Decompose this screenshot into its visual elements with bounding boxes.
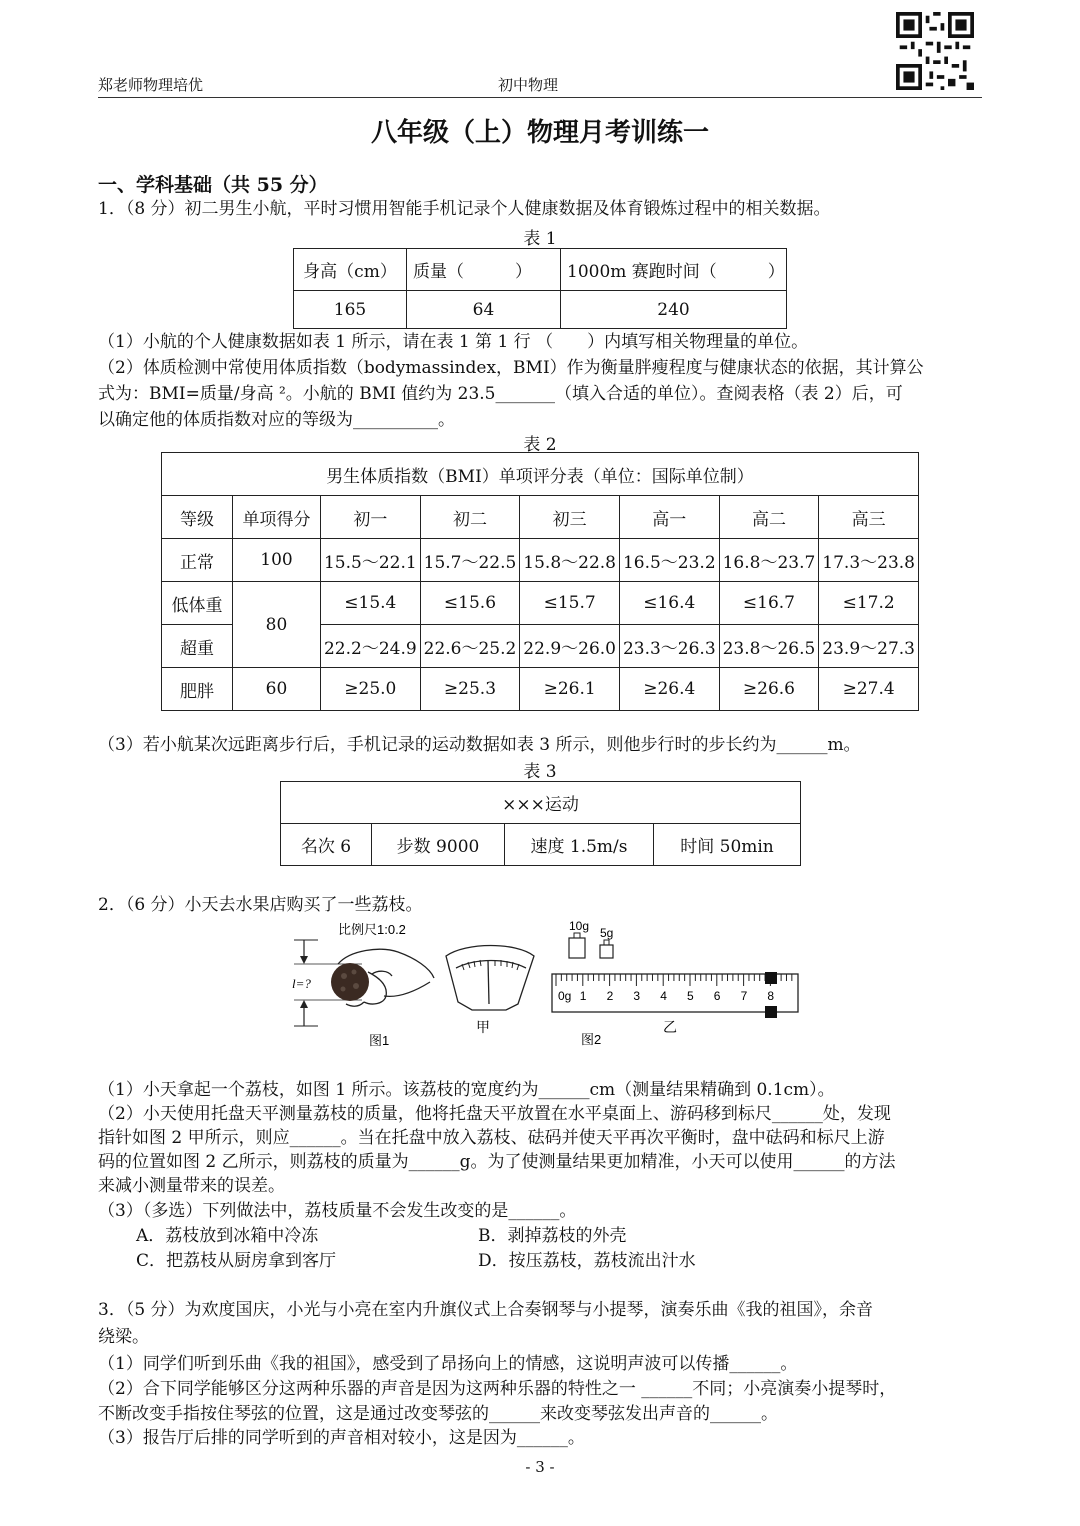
table2-cell: 22.9～26.0 (520, 625, 620, 668)
fig-yi-label: 乙 (663, 1020, 677, 1036)
table2-level: 肥胖 (162, 668, 233, 711)
table2-cell: ≥26.4 (619, 668, 719, 711)
table2-cell: ≤16.4 (619, 582, 719, 625)
fig1-caption: 图1 (369, 1033, 390, 1048)
table2-header: 初三 (520, 496, 620, 539)
table1 (293, 248, 787, 329)
table2-level: 正常 (162, 539, 233, 582)
table3-title: ×××运动 (281, 782, 801, 824)
table2-cell: 15.5～22.1 (321, 539, 421, 582)
q2-part1: （1）小天拿起一个荔枝，如图 1 所示。该荔枝的宽度约为______cm（测量结果精确到 0.1cm）。 (98, 1080, 835, 1100)
table2-cell: ≤17.2 (819, 582, 919, 625)
fig-jia-label: 甲 (476, 1020, 490, 1036)
table2-cell: 23.3～26.3 (619, 625, 719, 668)
section-heading: 一、学科基础（共 55 分） (98, 174, 328, 196)
table2-level: 低体重 (162, 582, 233, 625)
table2-cell: 17.3～23.8 (819, 539, 919, 582)
q2-part2-line4: 来减小测量带来的误差。 (98, 1176, 285, 1196)
table2-title: 男生体质指数（BMI）单项评分表（单位：国际单位制） (162, 453, 919, 496)
table3-cell: 步数 9000 (372, 824, 505, 866)
rider-bottom-icon (765, 1006, 777, 1018)
ruler-tick-label: 1 (579, 989, 587, 1003)
table3-cell: 时间 50min (654, 824, 801, 866)
table2-cell: ≥27.4 (819, 668, 919, 711)
q1-part3: （3）若小航某次远距离步行后，手机记录的运动数据如表 3 所示，则他步行时的步长约为______m。 (98, 735, 861, 755)
table2-header: 初一 (321, 496, 421, 539)
q1-stem: 1．（8 分）初二男生小航，平时习惯用智能手机记录个人健康数据及体育锻炼过程中的相关数据。 (98, 199, 831, 219)
table2-cell: 22.6～25.2 (420, 625, 520, 668)
table2 (161, 452, 919, 711)
table2-score: 60 (233, 668, 321, 711)
q1-part2-line2: 式为：BMI=质量/身高 ²。小航的 BMI 值约为 23.5_______（填入合适的单位）。查阅表格（表 2）后，可 (98, 384, 903, 404)
q2-part2-line3: 码的位置如图 2 乙所示，则荔枝的质量为______g。为了使测量结果更加精准，小天可以使用______的方法 (98, 1152, 896, 1172)
page-number: - 3 - (525, 1458, 555, 1476)
table2-header: 单项得分 (233, 496, 321, 539)
q3-part3: （3）报告厅后排的同学听到的声音相对较小，这是因为______。 (98, 1428, 585, 1448)
table1-cell: 165 (294, 291, 407, 329)
fig-scale-label: 比例尺1:0.2 (338, 922, 406, 937)
table2-cell: ≤15.7 (520, 582, 620, 625)
balance-pointer-dial-icon (446, 946, 534, 1011)
table2-header: 初二 (420, 496, 520, 539)
option-b: B．剥掉荔枝的外壳 (478, 1226, 627, 1246)
table3-caption: 表 3 (523, 762, 557, 782)
ruler-tick-label: 6 (713, 989, 721, 1003)
option-a: A．荔枝放到冰箱中冷冻 (136, 1226, 319, 1246)
option-d: D．按压荔枝，荔枝流出汁水 (478, 1251, 696, 1271)
table2-header: 高三 (819, 496, 919, 539)
q2-part2-line1: （2）小天使用托盘天平测量荔枝的质量，他将托盘天平放置在水平桌面上、游码移到标尺______处，发现 (98, 1104, 891, 1124)
table2-header: 高一 (619, 496, 719, 539)
q1-part2-line3: 以确定他的体质指数对应的等级为__________。 (98, 410, 455, 430)
rider-top-icon (765, 972, 777, 984)
q2-part2-line2: 指针如图 2 甲所示，则应______。当在托盘中放入荔枝、砝码并使天平再次平衡时，盘中砝码和标尺上游 (98, 1128, 885, 1148)
table2-cell: 15.7～22.5 (420, 539, 520, 582)
q3-stem-line1: 3．（5 分）为欢度国庆，小光与小亮在室内升旗仪式上合奏钢琴与小提琴，演奏乐曲《我的祖国》，余音 (98, 1300, 874, 1320)
weight-5g-icon (600, 940, 613, 958)
fig2-caption: 图2 (581, 1032, 602, 1047)
q3-stem-line2: 绕梁。 (98, 1327, 149, 1347)
header-left: 郑老师物理培优 (98, 76, 204, 94)
table2-header: 等级 (162, 496, 233, 539)
table2-cell: ≤15.6 (420, 582, 520, 625)
ruler-tick-label: 0g (558, 989, 572, 1003)
q1-part1: （1）小航的个人健康数据如表 1 所示，请在表 1 第 1 行 （ ）内填写相关物理量的单位。 (98, 332, 809, 352)
table2-header: 高二 (719, 496, 819, 539)
table2-cell: 15.8～22.8 (520, 539, 620, 582)
header-divider (98, 97, 982, 98)
table2-cell: 22.2～24.9 (321, 625, 421, 668)
table3-cell: 名次 6 (281, 824, 372, 866)
weight-5g-label: 5g (600, 926, 614, 940)
table1-header: 质量（ ） (407, 249, 561, 291)
table2-score: 100 (233, 539, 321, 582)
option-c: C．把荔枝从厨房拿到客厅 (136, 1251, 337, 1271)
table1-caption: 表 1 (523, 229, 557, 249)
lychee-figure (280, 912, 810, 1052)
table2-cell: ≥25.3 (420, 668, 520, 711)
q3-part1: （1）同学们听到乐曲《我的祖国》，感受到了昂扬向上的情感，这说明声波可以传播______。 (98, 1354, 798, 1374)
q3-part2-line2: 不断改变手指按住琴弦的位置，这是通过改变琴弦的______来改变琴弦发出声音的______。 (98, 1404, 778, 1424)
ruler-tick-label: 4 (660, 989, 667, 1003)
lychee-icon (331, 963, 369, 1001)
q1-part2-line1: （2）体质检测中常使用体质指数（bodymassindex，BMI）作为衡量胖瘦程度与健康状态的依据，其计算公 (98, 358, 924, 378)
ruler-tick-label: 7 (740, 989, 748, 1003)
q3-part2-line1: （2）合下同学能够区分这两种乐器的声音是因为这两种乐器的特性之一 ______不同；小亮演奏小提琴时， (98, 1379, 897, 1399)
q2-part3: （3）（多选）下列做法中，荔枝质量不会发生改变的是______。 (98, 1201, 577, 1221)
table2-cell: 16.5～23.2 (619, 539, 719, 582)
ruler-tick-label: 3 (633, 989, 641, 1003)
table1-header: 身高（cm） (294, 249, 407, 291)
table2-cell: ≥25.0 (321, 668, 421, 711)
table2-caption: 表 2 (523, 435, 557, 455)
dial-ticks (462, 960, 519, 970)
page-title: 八年级（上）物理月考训练一 (370, 118, 709, 148)
table2-cell: ≤16.7 (719, 582, 819, 625)
table2-cell: 23.9～27.3 (819, 625, 919, 668)
ruler-tick-label: 8 (767, 989, 775, 1003)
fig-length-label: l=? (292, 976, 311, 991)
ruler-tick-label: 2 (606, 989, 614, 1003)
table1-cell: 240 (561, 291, 787, 329)
weight-10g-label: 10g (569, 919, 590, 933)
table2-level: 超重 (162, 625, 233, 668)
table3-cell: 速度 1.5m/s (505, 824, 654, 866)
weight-10g-icon (569, 933, 585, 958)
table2-cell: 23.8～26.5 (719, 625, 819, 668)
balance-scale-ruler (552, 972, 798, 1018)
qr-code-icon (896, 12, 974, 90)
table1-header: 1000m 赛跑时间（ ） (561, 249, 787, 291)
table2-cell: ≥26.6 (719, 668, 819, 711)
q2-stem: 2．（6 分）小天去水果店购买了一些荔枝。 (98, 895, 423, 915)
table2-score: 80 (233, 582, 321, 668)
table3 (280, 781, 801, 866)
ruler-tick-label: 5 (687, 989, 694, 1003)
table1-cell: 64 (407, 291, 561, 329)
table2-cell: ≥26.1 (520, 668, 620, 711)
table2-cell: 16.8～23.7 (719, 539, 819, 582)
table2-cell: ≤15.4 (321, 582, 421, 625)
header-center: 初中物理 (498, 76, 559, 94)
